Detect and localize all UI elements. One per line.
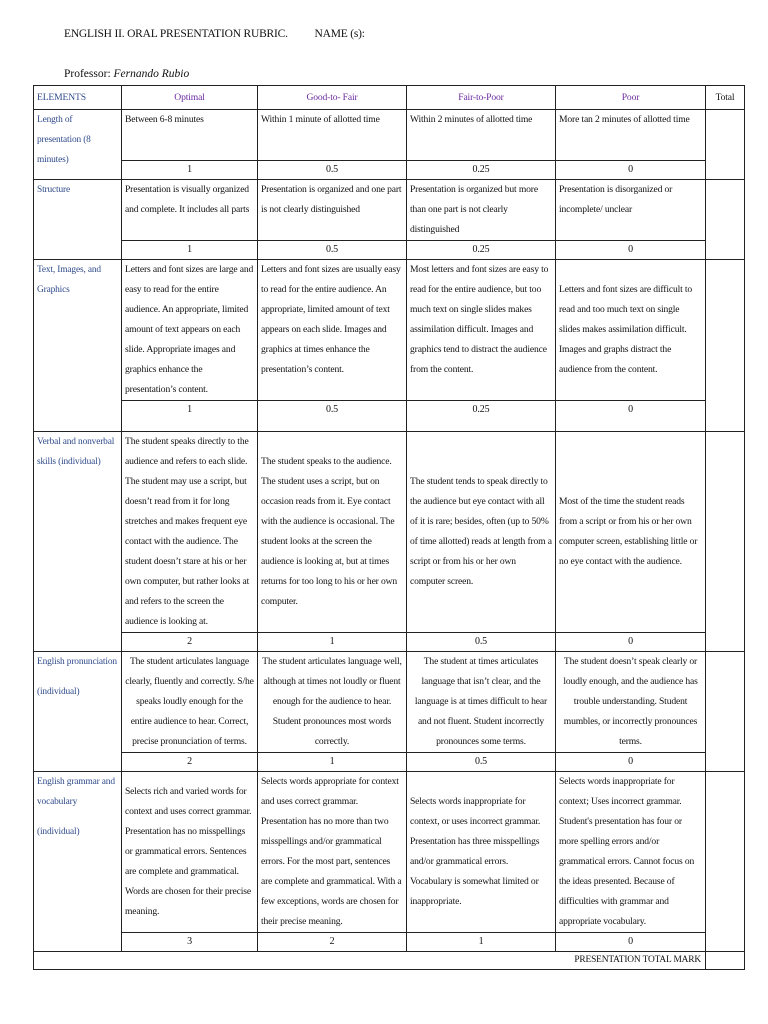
description-cell: The student tends to speak directly to the audience but eye contact with all of it is rare; besides, often (up to 50% of time allotted) reads at length from a script or from his or her own computer screen. [407,432,556,633]
table-row [34,432,745,633]
score-cell: 0.5 [258,161,407,180]
description-cell: The student articulates language well, although at times not loudly or fluent enough for the audience to hear. Student pronounces most words correctly. [258,652,407,753]
criterion-sublabel: (individual) [37,687,80,697]
total-cell[interactable] [706,110,745,180]
score-cell: 0.25 [407,241,556,260]
criterion-pronunciation [34,652,122,772]
criterion-sublabel: (individual) [37,827,80,837]
professor-line [64,68,189,80]
score-cell: 0.5 [258,241,407,260]
description-cell: Within 1 minute of allotted time [258,110,407,161]
score-cell: 1 [258,753,407,772]
total-cell[interactable] [706,180,745,260]
description-cell: Within 2 minutes of allotted time [407,110,556,161]
elements-header: ELEMENTS [34,86,122,110]
score-cell: 1 [122,241,258,260]
table-row [34,180,745,241]
score-cell: 1 [122,401,258,432]
document-title [64,28,365,40]
score-cell: 1 [258,633,407,652]
total-cell[interactable] [706,260,745,432]
description-cell: The student articulates language clearly, fluently and correctly. S/he speaks loudly enough for the entire audience to hear. Correct, precise pronunciation of terms. [122,652,258,753]
score-cell: 0.25 [407,401,556,432]
description-cell: Between 6-8 minutes [122,110,258,161]
table-row [34,260,745,401]
description-cell: Most of the time the student reads from a script or from his or her own computer screen, establishing little or no eye contact with the audience. [556,432,706,633]
presentation-total-cell[interactable] [706,952,745,970]
score-cell: 2 [122,753,258,772]
description-cell: Presentation is visually organized and complete. It includes all parts [122,180,258,241]
table-row [34,110,745,161]
criterion-text-images-graphics: Text, Images, and Graphics [34,260,122,432]
score-cell: 3 [122,933,258,952]
level-header-fair-to-poor: Fair-to-Poor [407,86,556,110]
total-row [34,952,745,970]
total-cell[interactable] [706,772,745,952]
score-row [34,161,745,180]
description-cell: Selects words inappropriate for context; Uses incorrect grammar. Student's presentation has four or more spelling errors and/or grammatical errors. Cannot focus on the ideas presented. Because of difficulties with grammar and appropriate vocabulary. [556,772,706,933]
name-label: NAME (s): [314,28,365,40]
description-cell: Presentation is organized and one part is not clearly distinguished [258,180,407,241]
criterion-grammar-vocabulary [34,772,122,952]
description-cell: Selects words appropriate for context and uses correct grammar. Presentation has no more than two misspellings and/or grammatical errors. For the most part, sentences are complete and grammatical. With a few exceptions, words are chosen for their precise meaning. [258,772,407,933]
description-cell: Letters and font sizes are large and easy to read for the entire audience. An appropriate, limited amount of text appears on each slide. Appropriate images and graphics enhance the presentation’s content. [122,260,258,401]
rubric-table [33,85,745,970]
table-row [34,652,745,753]
table-row [34,772,745,933]
header-row [34,86,745,110]
description-cell: The student doesn’t speak clearly or loudly enough, and the audience has trouble understanding. Student mumbles, or incorrectly pronounces terms. [556,652,706,753]
description-cell: The student at times articulates language that isn’t clear, and the language is at times difficult to hear and not fluent. Student incorrectly pronounces some terms. [407,652,556,753]
score-row [34,753,745,772]
description-cell: The student speaks directly to the audience and refers to each slide. The student may use a script, but doesn’t read from it for long stretches and makes frequent eye contact with the audience. The student doesn’t stare at his or her own computer, but rather looks at and refers to the screen the audience is looking at. [122,432,258,633]
criterion-label: English grammar and vocabulary [37,777,115,807]
description-cell: The student speaks to the audience. The student uses a script, but on occasion reads from it. Eye contact with the audience is occasional. The student looks at the screen the audience is looking at, but at times returns for too long to his or her own computer. [258,432,407,633]
description-cell: Selects rich and varied words for context and uses correct grammar. Presentation has no misspellings or grammatical errors. Sentences are complete and grammatical. Words are chosen for their precise meaning. [122,772,258,933]
rubric-title: ENGLISH II. ORAL PRESENTATION RUBRIC. [64,28,288,40]
score-row [34,933,745,952]
score-cell: 0.25 [407,161,556,180]
presentation-total-label: PRESENTATION TOTAL MARK [34,952,706,970]
score-cell: 0 [556,753,706,772]
criterion-length: Length of presentation (8 minutes) [34,110,122,180]
criterion-label: English pronunciation [37,657,117,667]
criterion-verbal-nonverbal: Verbal and nonverbal skills (individual) [34,432,122,652]
professor-name: Fernando Rubio [113,68,190,80]
score-cell: 2 [258,933,407,952]
description-cell: Presentation is disorganized or incomplete/ unclear [556,180,706,241]
criterion-structure: Structure [34,180,122,260]
score-cell: 1 [407,933,556,952]
score-cell: 0 [556,161,706,180]
description-cell: Letters and font sizes are difficult to read and too much text on single slides makes assimilation difficult. Images and graphs distract the audience from the content. [556,260,706,401]
score-cell: 0.5 [258,401,407,432]
total-cell[interactable] [706,432,745,652]
description-cell: Most letters and font sizes are easy to read for the entire audience, but too much text on single slides makes assimilation difficult. Images and graphics tend to distract the audience from the content. [407,260,556,401]
score-cell: 0.5 [407,633,556,652]
level-header-optimal: Optimal [122,86,258,110]
score-cell: 1 [122,161,258,180]
score-cell: 0 [556,933,706,952]
score-row [34,241,745,260]
score-cell: 0 [556,401,706,432]
level-header-poor: Poor [556,86,706,110]
description-cell: More tan 2 minutes of allotted time [556,110,706,161]
score-cell: 0.5 [407,753,556,772]
professor-label: Professor: [64,68,111,80]
description-cell: Selects words inappropriate for context, or uses incorrect grammar. Presentation has three misspellings and/or grammatical errors. Vocabulary is somewhat limited or inappropriate. [407,772,556,933]
total-header: Total [706,86,745,110]
score-row [34,633,745,652]
level-header-good-to-fair: Good-to- Fair [258,86,407,110]
total-cell[interactable] [706,652,745,772]
description-cell: Letters and font sizes are usually easy to read for the entire audience. An appropriate, limited amount of text appears on each slide. Images and graphics at times enhance the presentation’s content. [258,260,407,401]
score-cell: 0 [556,241,706,260]
description-cell: Presentation is organized but more than one part is not clearly distinguished [407,180,556,241]
score-cell: 2 [122,633,258,652]
score-cell: 0 [556,633,706,652]
score-row [34,401,745,432]
